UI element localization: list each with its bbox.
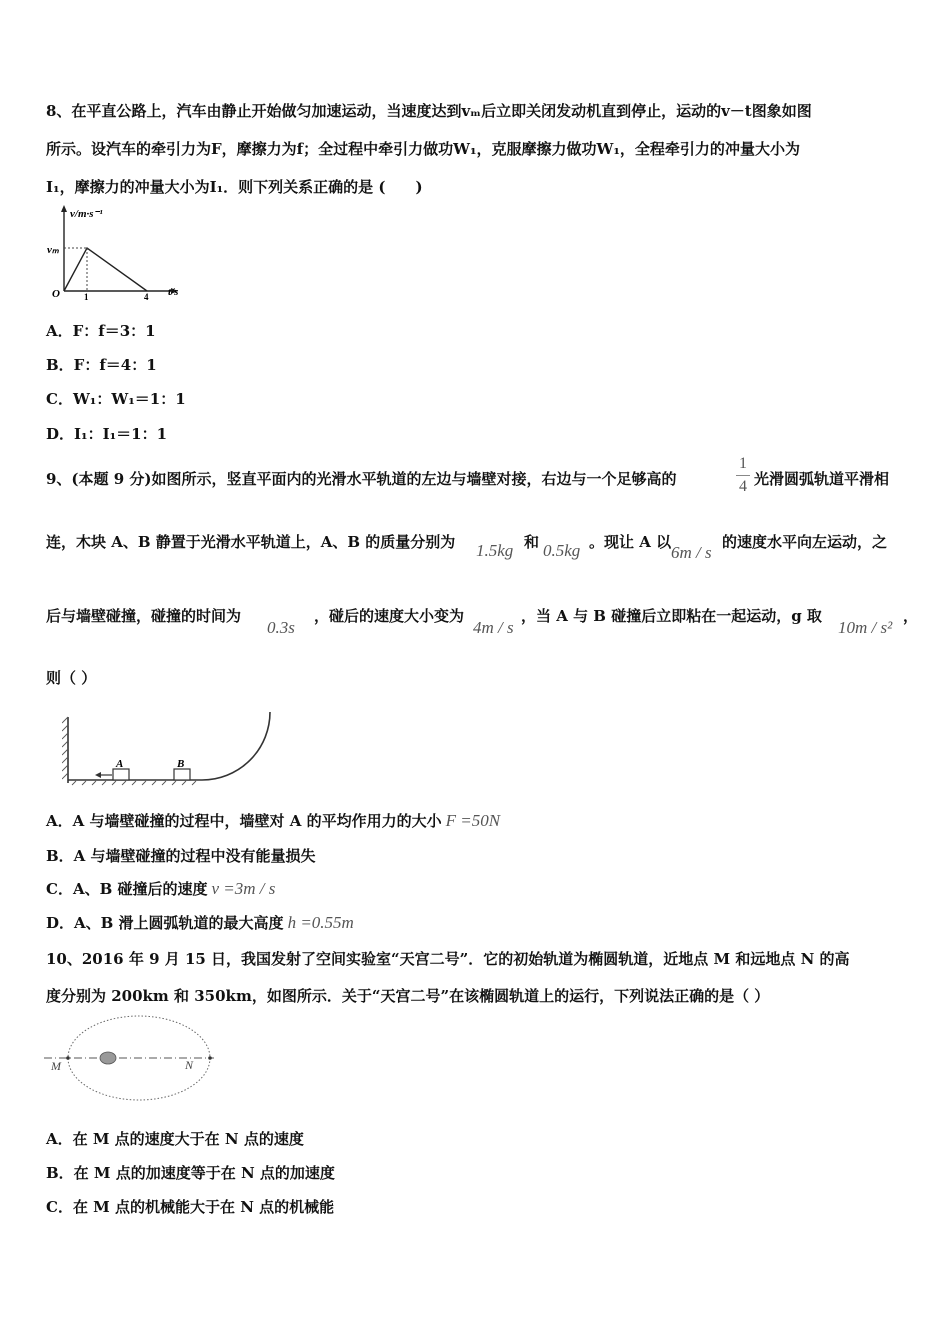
q8-graph-vm-label: vₘ [47, 244, 59, 256]
q10-point-n [208, 1056, 212, 1060]
q10-option-b: B．在 M 点的加速度等于在 N 点的加速度 [46, 1164, 335, 1182]
q8-graph-y-arrow [61, 205, 67, 212]
q9-floor-hatching [72, 781, 196, 785]
q9-rebound-velocity: 4m / s [473, 618, 514, 637]
q10-stem-line-1: 10、2016 年 9 月 15 日，我国发射了空间实验室“天宫二号”．它的初始轨道为椭圆轨道，近地点 M 和远地点 N 的高 [46, 950, 850, 968]
q10-option-c: C．在 M 点的机械能大于在 N 点的机械能 [46, 1198, 335, 1216]
q8-option-a: A．F：f＝3：1 [46, 322, 156, 340]
q9-option-c-math: v =3m / s [211, 879, 276, 898]
q10-stem-line-2: 度分别为 200km 和 350km，如图所示．关于“天宫二号”在该椭圆轨道上的运行，下列说法正确的是（ ） [46, 987, 770, 1005]
q10-label-m: M [51, 1059, 61, 1073]
q8-graph-velocity-line [64, 248, 147, 291]
q9-fraction-denominator: 4 [739, 478, 747, 495]
q9-option-b [46, 846, 316, 866]
q9-option-c-text: C．A、B 碰撞后的速度 [46, 880, 208, 898]
q8-option-b: B．F：f＝4：1 [46, 356, 157, 374]
q8-graph-origin: O [52, 288, 60, 300]
q9-option-d-math: h =0.55m [287, 913, 354, 932]
q9-stem-line-3d: ， [903, 607, 919, 625]
q9-stem-line-3b: ，碰后的速度大小变为 [314, 607, 465, 625]
q8-graph-x-label: t/s [168, 286, 179, 298]
q9-wall-hatching [62, 717, 68, 779]
q9-track-with-arc [68, 712, 270, 780]
q8-graph-tick-4: 4 [144, 292, 149, 302]
q9-stem-line-4: 则（ ） [46, 669, 97, 687]
q10-option-a: A．在 M 点的速度大于在 N 点的速度 [46, 1130, 304, 1148]
q9-stem-line-3a: 后与墙壁碰撞，碰撞的时间为 [46, 607, 242, 625]
q9-block-a-label: A [116, 758, 124, 770]
q9-option-b-text: B．A 与墙壁碰撞的过程中没有能量损失 [46, 847, 316, 865]
q8-stem-line-1: 8、在平直公路上，汽车由静止开始做匀加速运动，当速度达到vₘ后立即关闭发动机直到停止，运动的v－t图象如图 [46, 102, 812, 120]
q9-block-b [174, 769, 190, 780]
q9-stem-line-1: 9、(本题 9 分)如图所示，竖直平面内的光滑水平轨道的左边与墙壁对接，右边与一个足够高的 [46, 470, 677, 488]
q8-graph-y-label: v/m·s⁻¹ [70, 208, 103, 220]
q9-mass-b: 0.5kg [543, 541, 581, 560]
q10-point-m [66, 1056, 70, 1060]
q9-option-d [46, 913, 354, 933]
q9-block-b-label: B [177, 758, 185, 770]
q9-option-a [46, 811, 500, 831]
q8-stem-line-3: I₁，摩擦力的冲量大小为I₁．则下列关系正确的是 ( ) [46, 178, 423, 196]
q10-orbit-figure [44, 1014, 216, 1104]
q9-option-d-text: D．A、B 滑上圆弧轨道的最大高度 [46, 914, 284, 932]
q9-initial-velocity: 6m / s [671, 543, 712, 562]
q9-option-a-math: F =50N [445, 811, 501, 830]
q9-option-c [46, 879, 275, 899]
q9-quarter-fraction [736, 455, 750, 496]
q9-fraction-numerator: 1 [739, 455, 747, 472]
q9-stem-line-3c: ，当 A 与 B 碰撞后立即粘在一起运动，g 取 [521, 607, 822, 625]
q9-mass-a: 1.5kg [476, 541, 514, 560]
q8-graph-tick-1: 1 [84, 292, 89, 302]
q9-stem-line-2a: 连，木块 A、B 静置于光滑水平轨道上，A、B 的质量分别为 [46, 533, 456, 551]
q10-label-n: N [185, 1058, 194, 1072]
q8-option-c: C．W₁：W₁＝1：1 [46, 390, 186, 408]
q8-stem-line-2: 所示。设汽车的牵引力为F，摩擦力为f；全过程中牵引力做功W₁，克服摩擦力做功W₁，全程牵引力的冲量大小为 [46, 140, 800, 158]
q9-gravity-value: 10m / s² [838, 618, 893, 637]
q9-stem-line-1-tail: 光滑圆弧轨道平滑相 [754, 470, 890, 488]
q8-vt-graph [44, 203, 194, 303]
q9-stem-line-2d: 的速度水平向左运动，之 [722, 533, 888, 551]
q10-earth [100, 1052, 116, 1064]
q9-option-a-text: A．A 与墙壁碰撞的过程中，墙壁对 A 的平均作用力的大小 [46, 812, 442, 830]
q9-block-a [113, 769, 129, 780]
q9-collision-time: 0.3s [267, 618, 295, 637]
q9-velocity-arrowhead [95, 772, 101, 778]
q9-stem-line-2c: 。现让 A 以 [589, 533, 672, 551]
q8-option-d: D．I₁：I₁＝1：1 [46, 425, 168, 443]
q9-stem-line-2b: 和 [524, 533, 540, 551]
q9-track-figure [62, 703, 280, 787]
